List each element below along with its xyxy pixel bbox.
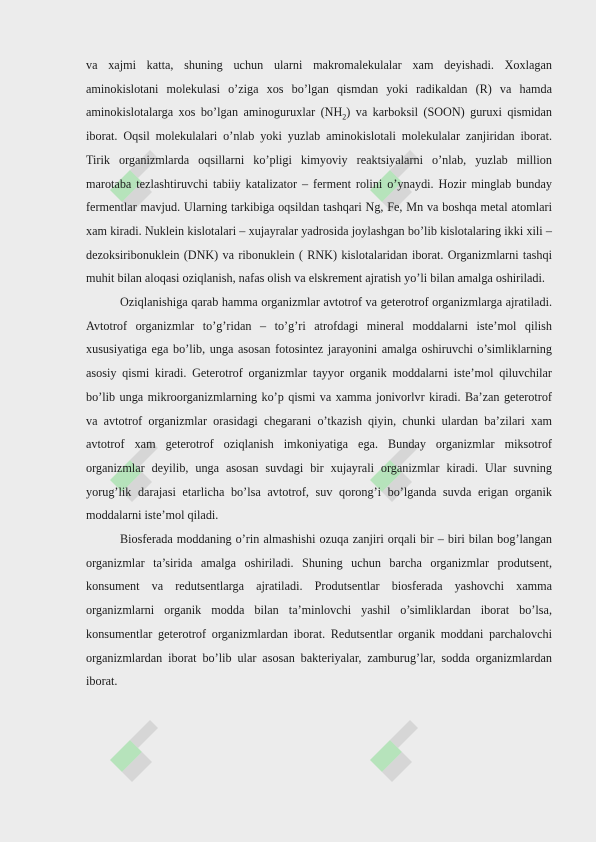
paragraph-1 [86, 54, 552, 291]
paragraph-1-start: va xajmi katta, shuning uchun ularni makromalekulalar xam deyishadi. Xoxlagan aminokislotani molekulasi o’ziga xos bo’lgan qismdan yoki radikaldan (R) va hamda aminokislotalarga xos bo’lgan aminoguruxlar (NH [86, 58, 552, 120]
watermark-logo-icon [100, 710, 160, 800]
paragraph-3: Biosferada moddaning o’rin almashishi ozuqa zanjiri orqali bir – biri bilan bog’langan organizmlar ta’sirida amalga oshiriladi. Shuning uchun barcha organizmlar produtsent, konsument va redutsentlarga ajratiladi. Produtsentlar biosferada yashovchi xamma organizmlarni organik modda bilan ta’minlovchi yashil o’simliklardan iborat bo’lsa, konsumentlar geterotrof organizmlardan iborat. Redutsentlar organik moddani parchalovchi organizmlardan iborat bo’lib ular asosan bakteriyalar, zamburug’lar, sodda organizmlardan iborat. [86, 532, 552, 689]
paragraph-2: Oziqlanishiga qarab hamma organizmlar avtotrof va geterotrof organizmlarga ajratiladi. Avtotrof organizmlar to’g’ridan – to’g’ri atrofdagi mineral moddalarni iste’mol qilish xususiyatiga ega bo’lib, unga asosan fotosintez jarayonini amalga oshiruvchi o’simliklarning asosiy qismi kiradi. Geterotrof organizmlar tayyor organik moddalarni iste’mol qiluvchilar bo’lib unga mikroorganizmlarning ko’p qismi va xamma jonivorlvr kiradi. Ba’zan geterotrof va avtotrof organizmlar orasidagi chegarani o’tkazish qiyin, chunki ulardan ba’zilari xam avtotrof xam geterotrof oziqlanish imkoniyatiga ega. Bunday organizmlar miksotrof organizmlar deyilib, unga asosan suvdagi bir xujayrali organizmlar kiradi. Ular suvning yorug’lik darajasi etarlicha bo’lsa avtotrof, suv qorong’i bo’lganda suvda erigan organik moddalarni iste’mol qiladi. [86, 295, 552, 523]
watermark-logo-icon [360, 710, 420, 800]
body-text [86, 54, 552, 694]
paragraph-1-end: ) va karboksil (SOON) guruxi qismidan iborat. Oqsil molekulalari o’nlab yoki yuzlab aminokislotali molekulalar zanjiridan iborat. Tirik organizmlarda oqsillarni ko’pligi kimyoviy reaktsiyalarni o’nlab, yuzlab million marotaba tezlashtiruvchi tabiiy katalizator – ferment rolini o’ynaydi. Hozir minglab bunday fermentlar mavjud. Ularning tarkibiga oqsildan tashqari Ng, Fe, Mn va boshqa metal atomlari xam kiradi. Nuklein kislotalari – xujayralar yadrosida joylashgan bo’lib kislotalaring ikki xili – dezoksiribonuklein (DNK) va ribonuklein ( RNK) kislotalaridan iborat. Organizmlarni tashqi muhit bilan aloqasi oziqlanish, nafas olish va elskrement ajratish yo’li bilan amalga oshiriladi. [86, 105, 553, 286]
subscript-2: 2 [342, 112, 347, 122]
